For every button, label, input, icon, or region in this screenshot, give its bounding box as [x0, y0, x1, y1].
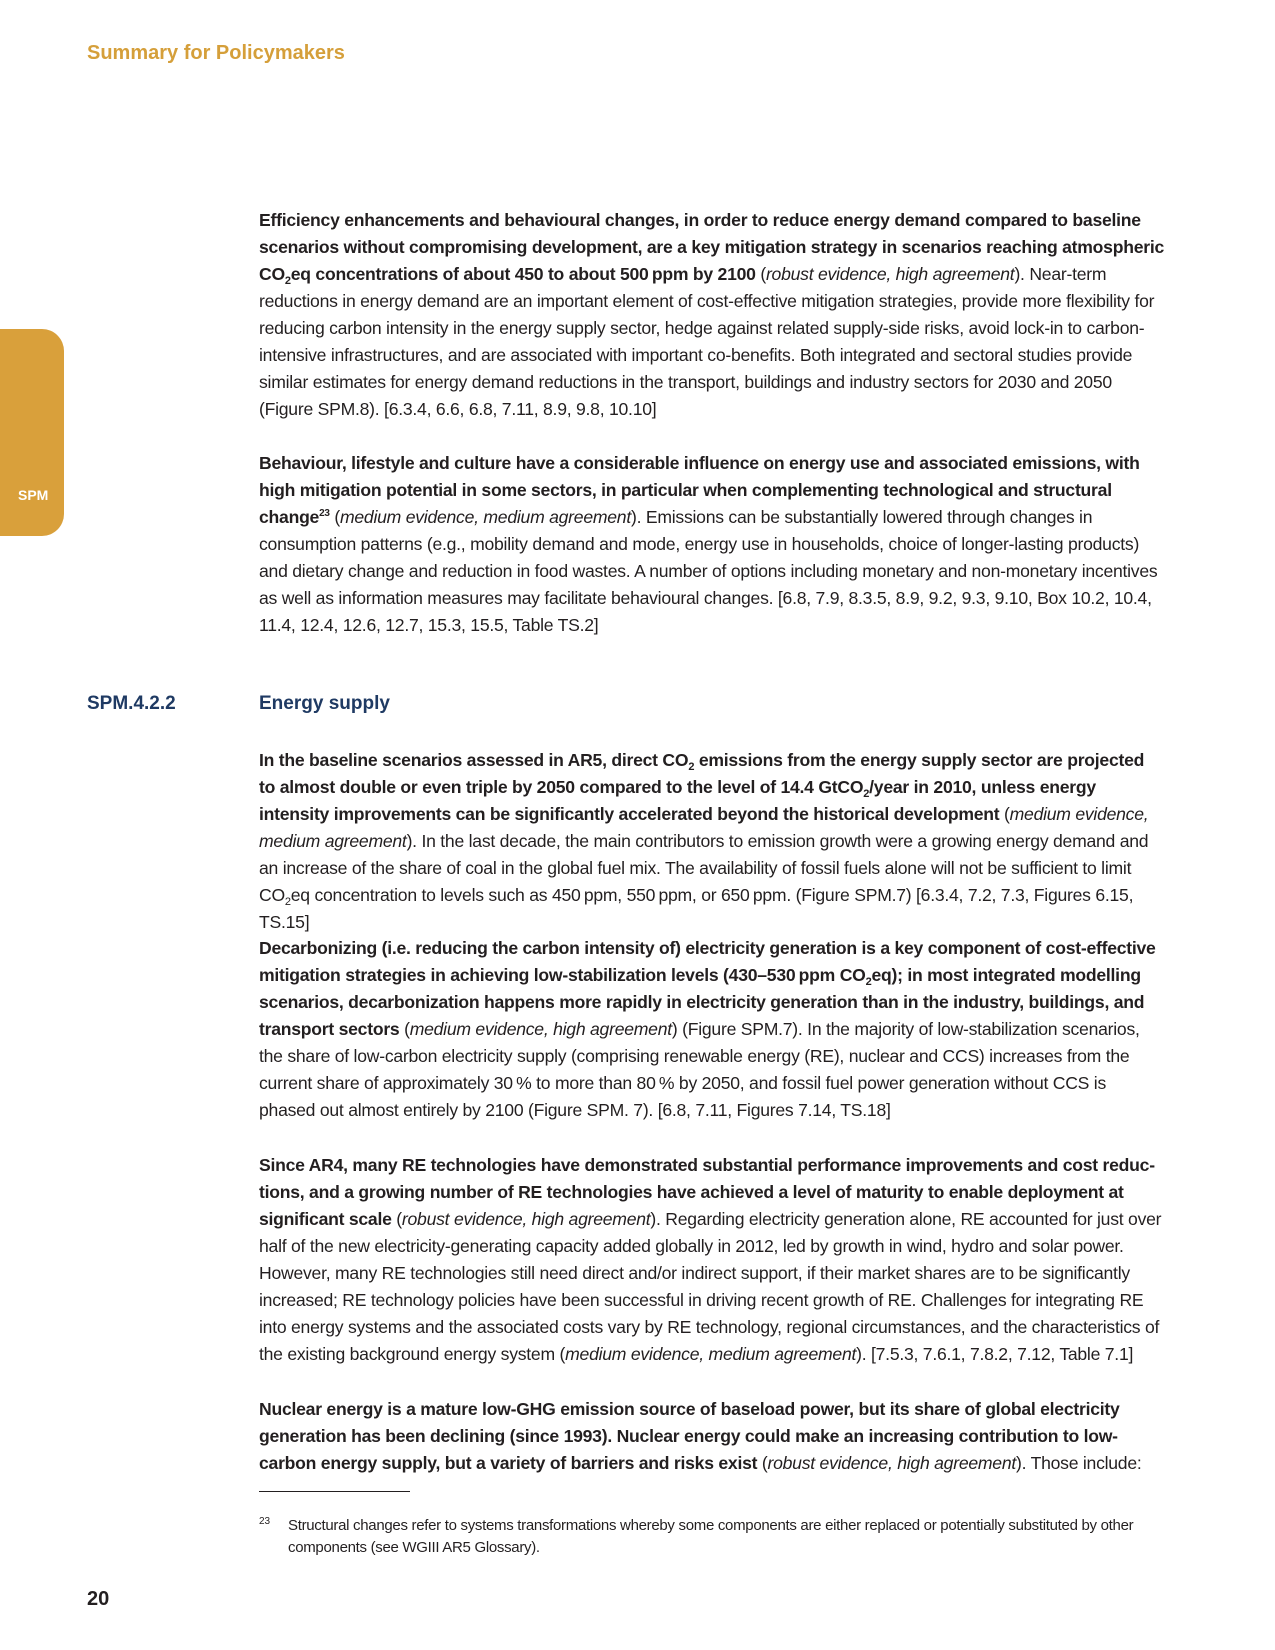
footnote-divider	[259, 1491, 410, 1492]
paragraph-baseline-emissions: In the baseline scenarios assessed in AR5, direct $CO_2$ emissions from the energy supply sector are projected to almost double or even triple by 2050 compared to the level of 14.4 GtCO$_2$/year in 2010, unless energy intensity improvements can be significantly accelerated beyond the historical development (medium evidence, medium agreement). In the last decade, the main contributors to emission growth were a growing energy demand and an increase of the share of coal in the global fuel mix. The availability of fossil fuels alone will not be sufficient to limit $CO_2eq$ concentration to levels such as 450 ppm, 550 ppm, or 650 ppm. (Figure SPM.7) [6.3.4, 7.2, 7.3, Figures 6.15, TS.15]	[259, 750, 1149, 932]
paragraph-efficiency: Efficiency enhancements and behavioural changes, in order to reduce energy demand compared to baseline scenarios without compromising development, are a key mitigation strategy in scenarios reaching atmospheric $CO_2eq$ concentrations of about 450 to about 500 ppm by 2100 (robust evidence, high agreement). Near-term reductions in energy demand are an important element of cost-effective mitigation strategies, provide more flexibility for reducing carbon intensity in the energy supply sector, hedge against related supply-side risks, avoid lock-in to carbon-intensive infrastructures, and are associated with important co-benefits. Both integrated and sectoral studies provide similar estimates for energy demand reductions in the transport, buildings and industry sectors for 2030 and 2050 (Figure SPM.8). [6.3.4, 6.6, 6.8, 7.11, 8.9, 9.8, 10.10]	[259, 210, 1165, 419]
confidence-qualifier: medium evidence, medium agreement	[259, 804, 1149, 851]
lead-text: Since AR4, many RE technologies have demonstrated substantial performance improvements and cost reductions, and a growing number of RE technologies have achieved a level of maturity to enable deployment at significant scale	[259, 1155, 1156, 1229]
paragraph-decarbonizing: Decarbonizing (i.e. reducing the carbon intensity of) electricity generation is a key component of cost-effective mitigation strategies in achieving low-stabilization levels (430–530 ppm $CO_2eq$); in most integrated modelling scenarios, decarbonization happens more rapidly in electricity generation than in the industry, buildings, and transport sectors (medium evidence, high agreement) (Figure SPM.7). In the majority of low-stabilization scenarios, the share of low-carbon electricity supply (comprising renewable energy (RE), nuclear and CCS) increases from the current share of approximately 30 % to more than 80 % by 2050, and fossil fuel power generation without CCS is phased out almost entirely by 2100 (Figure SPM. 7). [6.8, 7.11, Figures 7.14, TS.18]	[259, 938, 1156, 1120]
running-header: Summary for Policymakers	[87, 42, 345, 64]
confidence-qualifier: robust evidence, high agreement	[765, 264, 1015, 284]
footnote-number: 23	[259, 1516, 271, 1527]
side-tab	[0, 329, 64, 536]
confidence-qualifier: medium evidence, high agreement	[409, 1019, 672, 1039]
footnote-ref: 23	[319, 508, 330, 519]
confidence-qualifier: medium evidence, medium agreement	[339, 507, 631, 527]
section-title: Energy supply	[259, 693, 390, 714]
footnote-text: Structural changes refer to systems transformations whereby some components are either replaced or potentially substituted by other components (see WGIII AR5 Glossary).	[288, 1517, 1134, 1556]
side-tab-label: SPM	[18, 487, 49, 503]
lead-text: Nuclear energy is a mature low-GHG emission source of baseload power, but its share of global electricity generation has been declining (since 1993). Nuclear energy could make an increasing contribution to low-carbon energy supply, but a variety of barriers and risks exist	[259, 1399, 1120, 1473]
paragraph-re-technologies: Since AR4, many RE technologies have demonstrated substantial performance improvements and cost reductions, and a growing number of RE technologies have achieved a level of maturity to enable deployment at significant scale (robust evidence, high agreement). Regarding electricity generation alone, RE accounted for just over half of the new electricity-generating capacity added globally in 2012, led by growth in wind, hydro and solar power. However, many RE technologies still need direct and/or indirect support, if their market shares are to be significantly increased; RE technology policies have been successful in driving recent growth of RE. Challenges for integrating RE into energy systems and the associated costs vary by RE technology, regional circumstances, and the characteristics of the existing background energy system (medium evidence, medium agreement). [7.5.3, 7.6.1, 7.8.2, 7.12, Table 7.1]	[259, 1155, 1162, 1364]
paragraph-behaviour: Behaviour, lifestyle and culture have a considerable influence on energy use and associated emissions, with high mitigation potential in some sectors, in particular when complementing technological and structural change$^{23}$ (medium evidence, medium agreement). Emissions can be substantially lowered through changes in consumption patterns (e.g., mobility demand and mode, energy use in households, choice of longer-lasting products) and dietary change and reduction in food wastes. A number of options including monetary and non-monetary incentives as well as information measures may facilitate behavioural changes. [6.8, 7.9, 8.3.5, 8.9, 9.2, 9.3, 9.10, Box 10.2, 10.4, 11.4, 12.4, 12.6, 12.7, 15.3, 15.5, Table TS.2]	[259, 453, 1158, 635]
lead-text: In the baseline scenarios assessed in AR5, direct $CO_2$ emissions from the energy supply sector are projected to almost double or even triple by 2050 compared to the level of 14.4 GtCO$_2$/year in 2010, unless energy intensity improvements can be significantly accelerated beyond the historical development	[259, 750, 1145, 824]
paragraph-nuclear: Nuclear energy is a mature low-GHG emission source of baseload power, but its share of global electricity generation has been declining (since 1993). Nuclear energy could make an increasing contribution to low-carbon energy supply, but a variety of barriers and risks exist (robust evidence, high agreement). Those include:	[259, 1399, 1142, 1473]
section-number: SPM.4.2.2	[87, 693, 176, 714]
confidence-qualifier: robust evidence, high agreement	[401, 1209, 651, 1229]
page-number: 20	[87, 1588, 110, 1610]
lead-text: Efficiency enhancements and behavioural changes, in order to reduce energy demand compared to baseline scenarios without compromising development, are a key mitigation strategy in scenarios reaching atmospheric $CO_2eq$ concentrations of about 450 to about 500 ppm by 2100	[259, 210, 1165, 287]
lead-text: Decarbonizing (i.e. reducing the carbon intensity of) electricity generation is a key component of cost-effective mitigation strategies in achieving low-stabilization levels (430–530 ppm $CO_2eq$); in most integrated modelling scenarios, decarbonization happens more rapidly in electricity generation than in the industry, buildings, and transport sectors	[259, 938, 1156, 1039]
confidence-qualifier: robust evidence, high agreement	[767, 1453, 1017, 1473]
lead-text: Behaviour, lifestyle and culture have a considerable influence on energy use and associated emissions, with high mitigation potential in some sectors, in particular when complementing technological and structural change$^{23}$	[259, 453, 1140, 527]
confidence-qualifier: medium evidence, medium agreement	[565, 1344, 857, 1364]
